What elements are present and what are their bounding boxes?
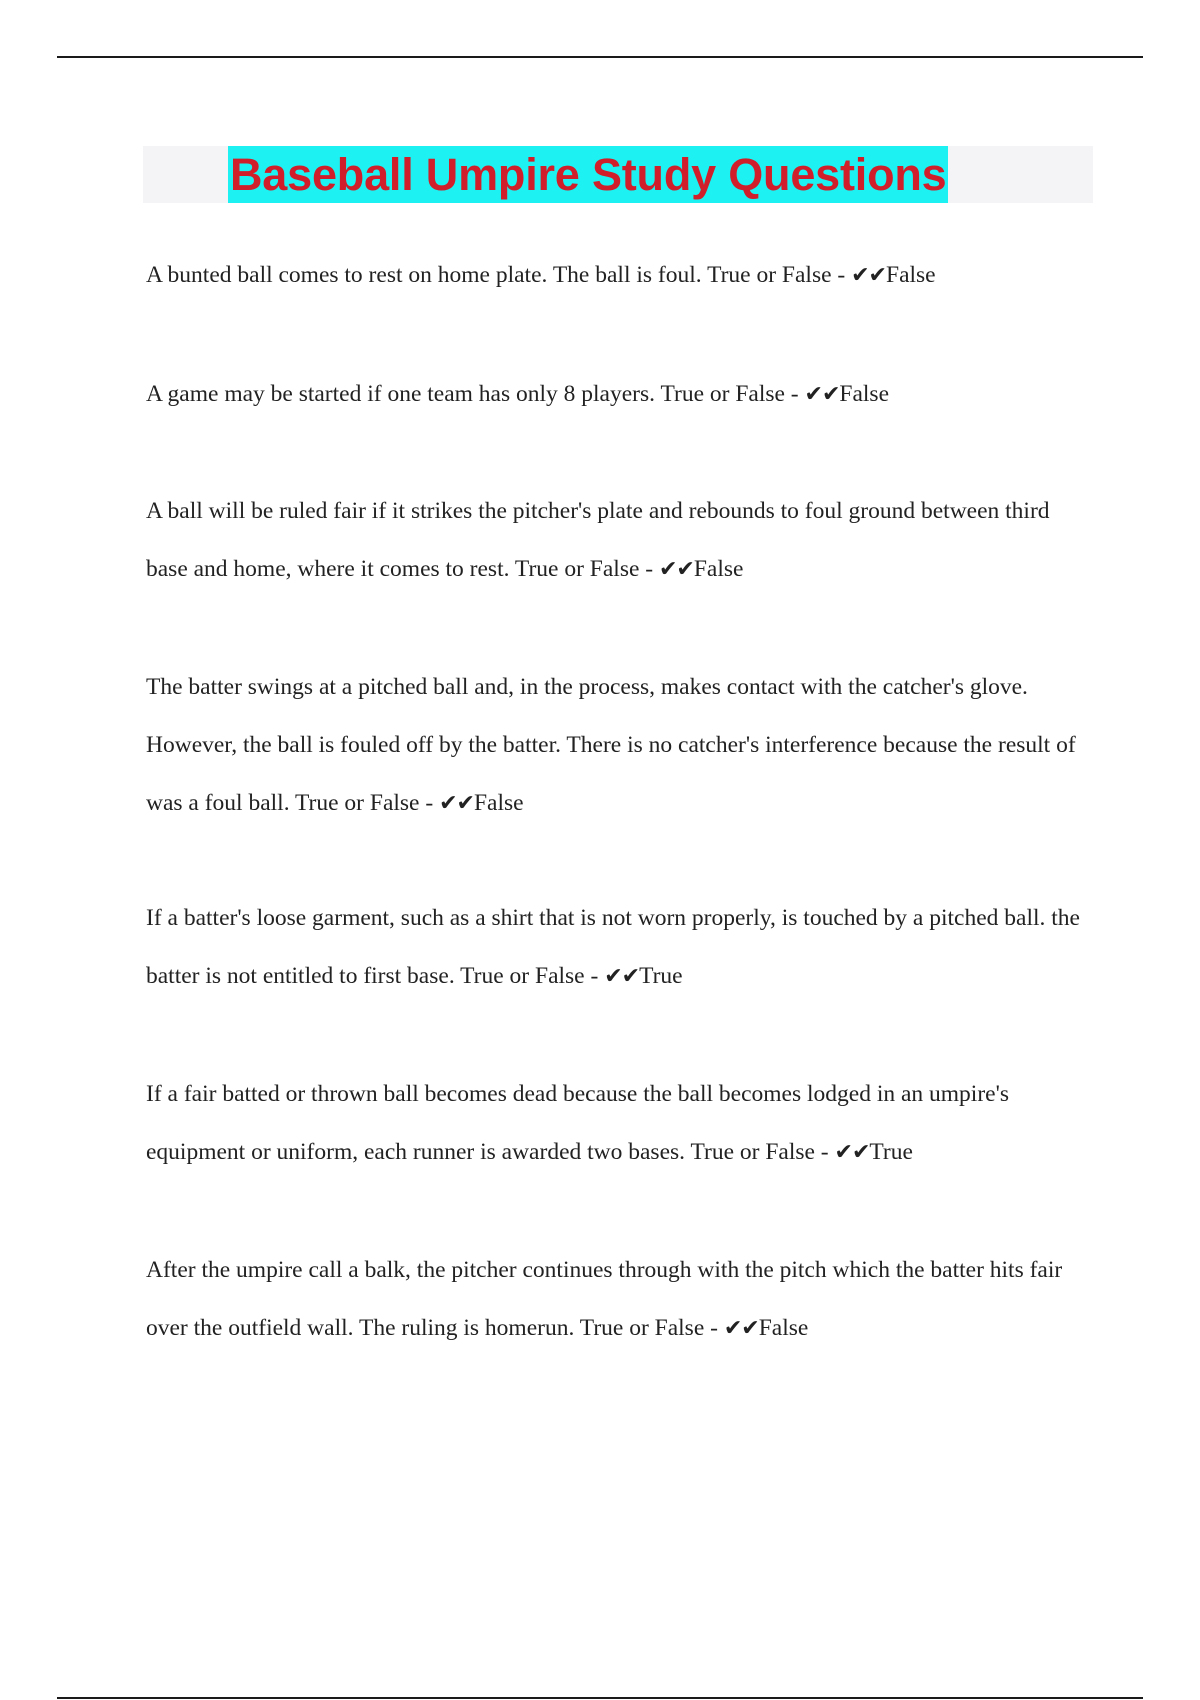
qa-item-3 bbox=[146, 482, 1096, 599]
check-mark-icon: ✔✔ bbox=[439, 791, 474, 816]
document-title: Baseball Umpire Study Questions bbox=[228, 146, 948, 203]
question-text: If a batter's loose garment, such as a shirt that is not worn properly, is touched by a pitched ball. the batter is not entitled to first base. True or False - bbox=[146, 905, 1080, 989]
question-text: The batter swings at a pitched ball and, in the process, makes contact with the catcher's glove. However, the ball is fouled off by the batter. There is no catcher's interference because the result of was a foul ball. True or False - bbox=[146, 674, 1076, 816]
answer-text: False bbox=[839, 381, 889, 407]
answer-text: False bbox=[758, 1315, 809, 1341]
qa-item-4 bbox=[146, 658, 1096, 833]
answer-text: False bbox=[886, 262, 936, 288]
question-text: After the umpire call a balk, the pitcher continues through with the pitch which the batter hits fair over the outfield wall. The ruling is homerun. True or False - bbox=[146, 1257, 1063, 1341]
answer-text: True bbox=[869, 1139, 913, 1165]
check-mark-icon: ✔✔ bbox=[851, 263, 886, 288]
top-rule bbox=[57, 56, 1143, 58]
qa-item-1 bbox=[146, 246, 1096, 305]
check-mark-icon: ✔✔ bbox=[658, 557, 694, 582]
qa-item-6 bbox=[146, 1065, 1096, 1182]
answer-text: False bbox=[693, 556, 744, 582]
qa-item-7 bbox=[146, 1241, 1096, 1358]
answer-text: False bbox=[473, 790, 524, 816]
question-text: A game may be started if one team has only 8 players. True or False - bbox=[146, 381, 805, 407]
bottom-rule bbox=[57, 1697, 1143, 1699]
qa-item-5 bbox=[146, 889, 1096, 1006]
check-mark-icon: ✔✔ bbox=[834, 1140, 870, 1165]
check-mark-icon: ✔✔ bbox=[804, 382, 840, 407]
check-mark-icon: ✔✔ bbox=[723, 1316, 759, 1341]
question-text: A bunted ball comes to rest on home plate. The ball is foul. True or False - bbox=[146, 262, 852, 288]
question-text: A ball will be ruled fair if it strikes the pitcher's plate and rebounds to foul ground between third base and home, where it comes to rest. True or False - bbox=[146, 498, 1050, 582]
check-mark-icon: ✔✔ bbox=[604, 964, 640, 989]
answer-text: True bbox=[639, 963, 683, 989]
question-text: If a fair batted or thrown ball becomes dead because the ball becomes lodged in an umpire's equipment or uniform, each runner is awarded two bases. True or False - bbox=[146, 1081, 1009, 1165]
qa-item-2 bbox=[146, 365, 1096, 424]
